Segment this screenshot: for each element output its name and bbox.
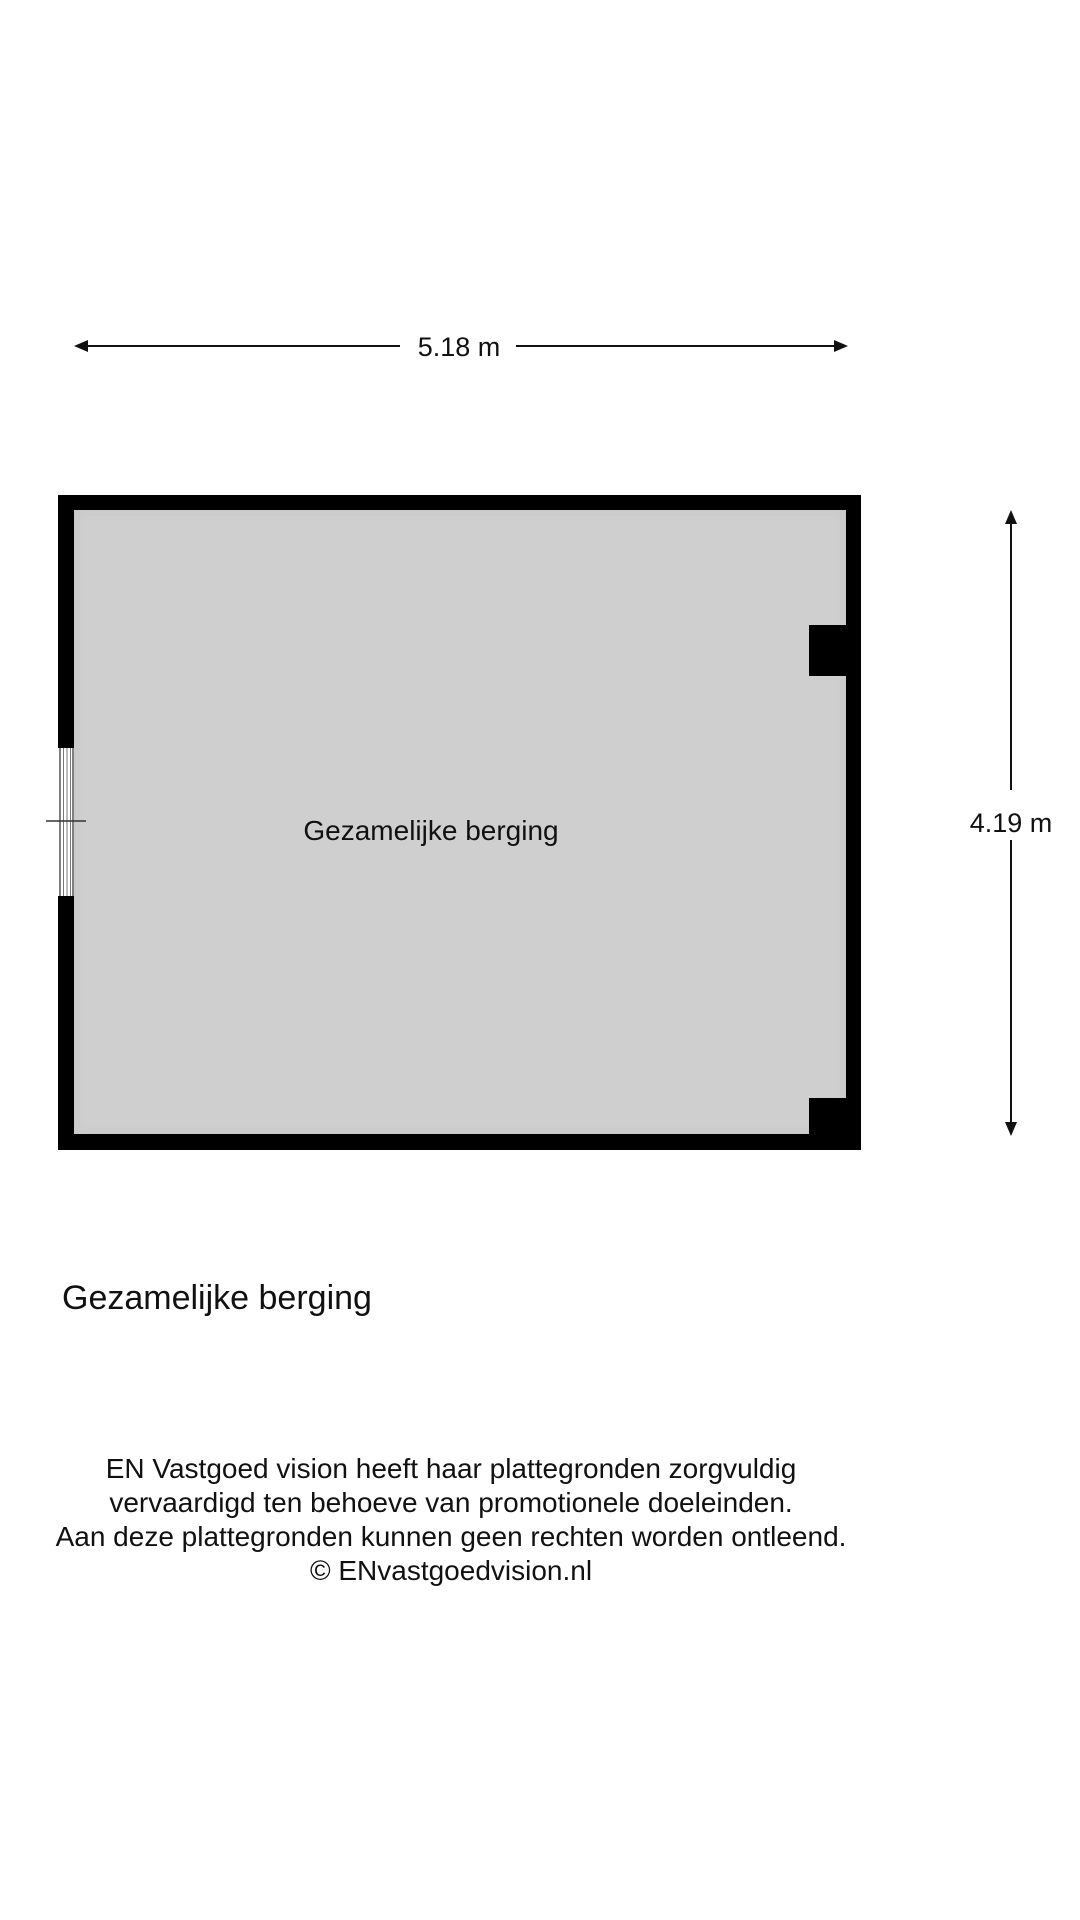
height-dimension (970, 510, 1053, 1136)
width-arrow-right-icon (834, 340, 848, 352)
height-arrow-top-icon (1005, 510, 1017, 524)
disclaimer (0, 1452, 902, 1588)
room-label: Gezamelijke berging (303, 815, 559, 846)
disclaimer-line-1: EN Vastgoed vision heeft haar plattegronden zorgvuldig (105, 1453, 797, 1484)
wall-column-upper (809, 625, 849, 676)
width-dimension (74, 332, 848, 362)
width-arrow-left-icon (74, 340, 88, 352)
height-label: 4.19 m (969, 808, 1053, 838)
disclaimer-line-2: vervaardigd ten behoeve van promotionele doeleinden. (109, 1487, 793, 1518)
wall-column-lower (809, 1098, 849, 1138)
disclaimer-line-3: Aan deze plattegronden kunnen geen rechten worden ontleend. (55, 1521, 847, 1552)
disclaimer-line-4: © ENvastgoedvision.nl (309, 1555, 593, 1586)
height-arrow-bottom-icon (1005, 1122, 1017, 1136)
floor-title: Gezamelijke berging (62, 1279, 372, 1317)
width-label: 5.18 m (417, 332, 501, 362)
